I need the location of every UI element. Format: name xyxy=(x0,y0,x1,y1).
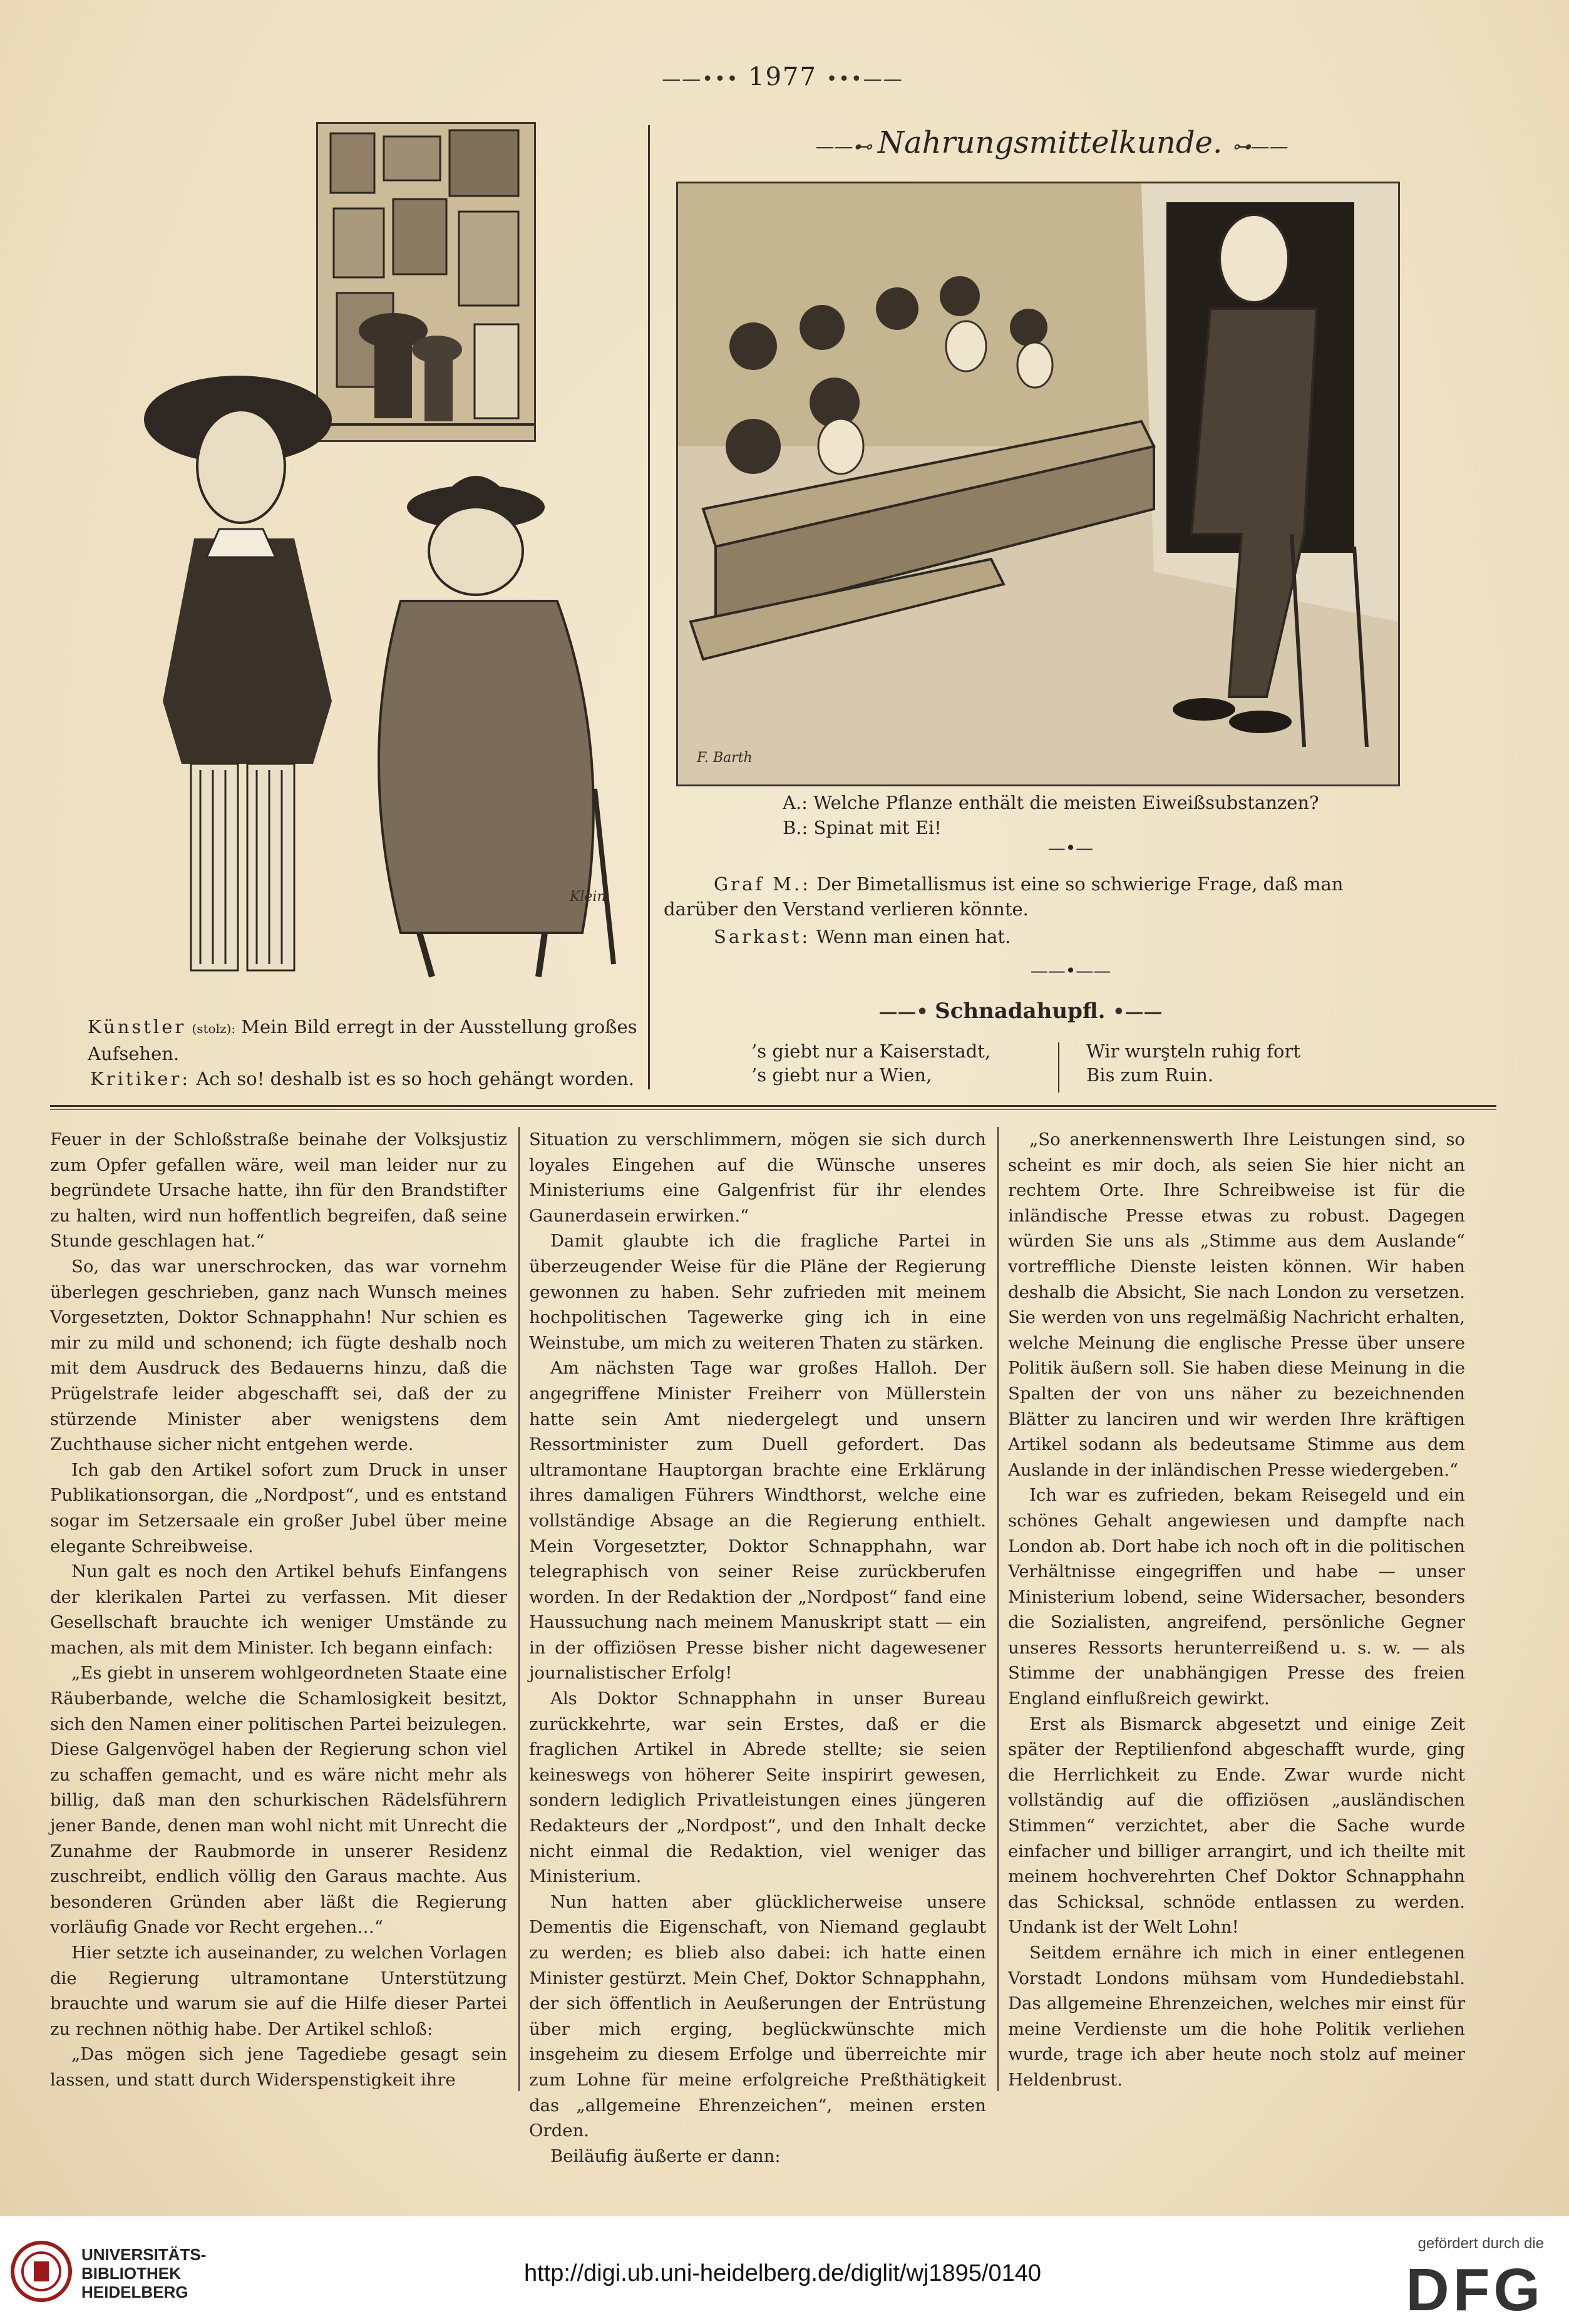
artist-critic-illustration xyxy=(106,351,645,995)
artist-aside: (stolz): xyxy=(192,1021,236,1036)
divider-ornament-2: ——•—— xyxy=(1030,960,1111,981)
col1-para-6: Hier setzte ich auseinander, zu welchen Vorlagen die Regierung ultramontane Unterstützung brauchte und warum sie auf die Hilfe dieser Partei zu rechnen nöthig habe. Der Artikel schloß: xyxy=(50,1943,507,2039)
university-seal-icon xyxy=(10,2240,73,2303)
column-divider-1 xyxy=(518,1127,520,2091)
verse-left xyxy=(751,1039,1039,1087)
col2-para-1: Situation zu verschlimmern, mögen sie sich durch loyales Eingehen auf die Wünsche unseres Ministeriums eine Galgenfrist für ihr elendes Gaunerdasein erwirken.“ xyxy=(529,1129,986,1226)
col3-para-1: „So anerkennenswerth Ihre Leistungen sind, so scheint es mir doch, als seien Sie hier nicht an rechtem Orte. Ihre Schreibweise ist für die inländische Presse etwas zu robust. Dagegen würden Sie uns als „Stimme aus dem Auslande“ vortreffliche Dienste leisten können. Wir haben deshalb die Absicht, Sie nach London zu versetzen. Sie werden von uns regelmäßig Nachricht erhalten, welche Meinung die englische Presse über unsere Politik äußern soll. Sie haben diese Meinung in die Spalten der von uns näher zu bezeichnenden Blätter zu lanciren und wir werden Ihre kräftigen Artikel sodann als bedeutsame Stimme aus dem Auslande in der inländischen Presse wiedergeben.“ xyxy=(1008,1129,1465,1480)
verse-divider xyxy=(1058,1042,1059,1093)
ornament-right: •••—— xyxy=(826,68,903,90)
col3-para-3: Erst als Bismarck abgesetzt und einige Zeit später der Reptilienfond abgeschafft wurde, ging die Herrlichkeit zu Ende. Zwar wurde nicht vollständig auf die offiziösen „ausländischen Stimmen“ verzichtet, aber die Sache wurde einfacher und billiger arrangirt, und ich theilte mit meinem hochverehrten Chef Doktor Schnapphahn das Schicksal, schnöde entlassen zu werden. Undank ist der Welt Lohn! xyxy=(1008,1714,1465,1938)
divider-ornament-1: —•— xyxy=(1047,838,1094,858)
artist-critic-caption xyxy=(88,1014,639,1091)
dialogue-line-b xyxy=(783,815,1346,840)
col2-para-6: Beiläufig äußerte er dann: xyxy=(550,2146,781,2166)
col1-para-7: „Das mögen sich jene Tagediebe gesagt sein lassen, und statt durch Widerspenstigkeit ihre xyxy=(50,2044,507,2090)
col1-para-3: Ich gab den Artikel sofort zum Druck in unser Publikationsorgan, die „Nordpost“, und es entstand sogar im Setzersaale ein großer Jubel über meine elegante Schreibweise. xyxy=(50,1459,507,1556)
col2-para-4: Als Doktor Schnapphahn in unser Bureau zurückkehrte, war sein Erstes, daß er die fraglichen Artikel in Abrede stellte; sie seien keineswegs von höherer Seite inspirirt gewesen, sondern lediglich Privatleistungen eines jüngeren Redakteurs der „Nordpost“, und den Inhalt decke nicht einmal die Redaktion, viel weniger das Ministerium. xyxy=(529,1689,986,1887)
critic-line xyxy=(88,1066,639,1091)
heading-text: Nahrungsmittelkunde. xyxy=(878,125,1223,160)
graf-text: Der Bimetallismus ist eine so schwierige Frage, daß man darüber den Verstand verlieren könnte. xyxy=(664,873,1344,920)
permalink-url[interactable]: http://digi.ub.uni-heidelberg.de/diglit/wj1895/0140 xyxy=(523,2260,1042,2286)
library-line-1: UNIVERSITÄTS- xyxy=(81,2245,207,2264)
sarkast-speaker: Sarkast: xyxy=(714,926,811,947)
speaker-a: A.: xyxy=(783,792,808,813)
library-name xyxy=(81,2245,206,2301)
graf-dialogue xyxy=(664,872,1390,922)
dfg-logo: DFG xyxy=(1406,2256,1544,2323)
top-column-divider xyxy=(648,125,650,1089)
left-illustration-signature: Klein xyxy=(570,889,606,905)
verse-left-line-1: ’s giebt nur a Kaiserstadt, xyxy=(751,1041,991,1062)
library-line-3: HEIDELBERG xyxy=(81,2283,188,2301)
artist-speaker: Künstler xyxy=(88,1016,187,1037)
dialogue-text-a: Welche Pflanze enthält die meisten Eiweißsubstanzen? xyxy=(813,792,1319,813)
col1-para-1: Feuer in der Schloßstraße beinahe der Volksjustiz zum Opfer gefallen wäre, weil man leider nur zu begründete Ursache hatte, ihn für den Brandstifter zu halten, wird nun hoffentlich begreifen, daß seine Stunde geschlagen hat.“ xyxy=(50,1129,507,1252)
page-number-line xyxy=(626,63,939,91)
section-rule-bottom xyxy=(50,1109,1496,1110)
verse-right-line-1: Wir wurşteln ruhig fort xyxy=(1086,1041,1300,1062)
artist-critic-drawing xyxy=(106,351,645,995)
digitization-footer xyxy=(0,2216,1569,2324)
text-column-3 xyxy=(1008,1127,1465,2093)
col1-para-5: „Es giebt in unserem wohlgeordneten Staate eine Räuberbande, welche die Schamlosigkeit besitzt, sich den Namen einer politischen Partei beizulegen. Diese Galgenvögel haben der Regierung schon viel zu schaffen gemacht, und es wäre nicht mehr als billig, daß man den schurkischen Rädelsführern jener Bande, denen man wohl nicht mit Unrecht die Zunahme der Raubmorde in unserer Residenz zuschreibt, endlich völlig den Garaus machte. Aus besonderen Gründen aber läßt die Regierung vorläufig Gnade vor Recht ergehen…“ xyxy=(50,1663,507,1938)
col2-para-5: Nun hatten aber glücklicherweise unsere Dementis die Eigenschaft, von Niemand geglaubt zu werden; es blieb also dabei: ich hatte einen Minister gestürzt. Mein Chef, Doktor Schnapphahn, der sich öffentlich in Aeußerungen der Entrüstung über mich erging, beglückwünschte mich insgeheim zu diesem Erfolge und überreichte mir zum Lohne für meine erfolgreiche Preßthätigkeit das „allgemeine Ehrenzeichen“, meinen ersten Orden. xyxy=(529,1891,986,2141)
text-column-2 xyxy=(529,1127,986,2169)
verse-right xyxy=(1086,1039,1374,1087)
col3-para-2: Ich war es zufrieden, bekam Reisegeld und ein schönes Gehalt angewiesen und dampfte nach London ab. Dort habe ich noch oft in die politischen Verhältnisse eingegriffen und habe — unser Ministerium lobend, seine Widersacher, besonders die Sozialisten, angreifend, persönliche Gegner unseres Ressorts herunterreißend u. s. w. — als Stimme der unabhängigen Presse des freien England einflußreich gewirkt. xyxy=(1008,1485,1465,1709)
library-line-2: BIBLIOTHEK xyxy=(81,2264,181,2283)
speaker-b: B.: xyxy=(783,817,808,838)
graf-speaker: Graf M.: xyxy=(714,873,811,895)
column-divider-2 xyxy=(997,1127,999,2091)
col3-para-4: Seitdem ernähre ich mich in einer entlegenen Vorstadt Londons mühsam vom Hundediebstahl. Das allgemeine Ehrenzeichen, welches mir einst für meine Verdienste um die hohe Politik verliehen wurde, trage ich aber heute noch stolz auf meiner Heldenbrust. xyxy=(1008,1943,1465,2090)
artist-line xyxy=(88,1014,639,1066)
ornament-left: ——••• xyxy=(662,68,739,90)
verse-left-line-2: ’s giebt nur a Wien, xyxy=(751,1064,932,1086)
artist-text: Mein Bild erregt in der Ausstellung großes Aufsehen. xyxy=(88,1016,637,1064)
page-number: 1977 xyxy=(748,63,817,91)
classroom-illustration xyxy=(676,182,1400,786)
section-rule-top xyxy=(50,1105,1496,1107)
col1-para-4: Nun galt es noch den Artikel behufs Einfangens der klerikalen Partei zu verfassen. Mit dieser Gesellschaft brauchte ich weniger Umstände zu machen, als mit dem Minister. Ich begann einfach: xyxy=(50,1561,507,1658)
col2-para-2: Damit glaubte ich die fragliche Partei in überzeugender Weise für die Pläne der Regierung gewonnen zu haben. Sehr zufrieden mit meinem hochpolitischen Tagewerke ging ich in eine Weinstube, um mich zu weiteren Thaten zu stärken. xyxy=(529,1231,986,1353)
critic-speaker: Kritiker: xyxy=(90,1068,191,1089)
sarkast-line xyxy=(714,924,1390,949)
funder-label: gefördert durch die xyxy=(1417,2235,1544,2252)
dialogue-text-b: Spinat mit Ei! xyxy=(813,817,942,838)
dialogue-line-a xyxy=(783,790,1346,815)
schnadahupfl-title: ——• Schnadahupfl. •—— xyxy=(878,999,1163,1024)
sarkast-text: Wenn man einen hat. xyxy=(816,926,1011,947)
col2-para-3: Am nächsten Tage war großes Halloh. Der angegriffene Minister Freiherr von Müllerstein hatte sein Amt niedergelegt und unsern Ressortminister zum Duell gefordert. Das ultramontane Hauptorgan brachte eine Erklärung ihres damaligen Führers Windthorst, welche eine vollständige Absage an die Regierung enthielt. Mein Vorgesetzter, Doktor Schnapphahn, war telegraphisch von seiner Reise zurückberufen worden. In der Redaktion der „Nordpost“ fand eine Haussuchung nach meinem Manuskript statt — ein in der offiziösen Presse bisher nicht dagewesener journalistischer Erfolg! xyxy=(529,1358,986,1684)
schnadahupfl-title-text: Schnadahupfl. xyxy=(935,999,1106,1024)
classroom-signature: F. Barth xyxy=(697,750,753,766)
critic-text: Ach so! deshalb ist es so hoch gehängt worden. xyxy=(196,1068,634,1089)
verse-right-line-2: Bis zum Ruin. xyxy=(1086,1064,1214,1086)
classroom-drawing xyxy=(678,183,1398,784)
text-column-1 xyxy=(50,1127,507,2093)
classroom-dialogue xyxy=(783,790,1346,840)
section-heading: ——⊷ Nahrungsmittelkunde. ⊶—— xyxy=(815,125,1289,160)
col1-para-2: So, das war unerschrocken, das war vornehm überlegen geschrieben, ganz nach Wunsch meines Vorgesetzten, Doktor Schnapphahn! Nur schien es mir zu mild und schonend; ich fügte deshalb noch mit dem Ausdruck des Bedauerns hinzu, daß die Prügelstrafe leider abgeschafft sei, daß der zu stürzende Minister aber wenigstens dem Zuchthause sicher nicht entgehen werde. xyxy=(50,1256,507,1455)
